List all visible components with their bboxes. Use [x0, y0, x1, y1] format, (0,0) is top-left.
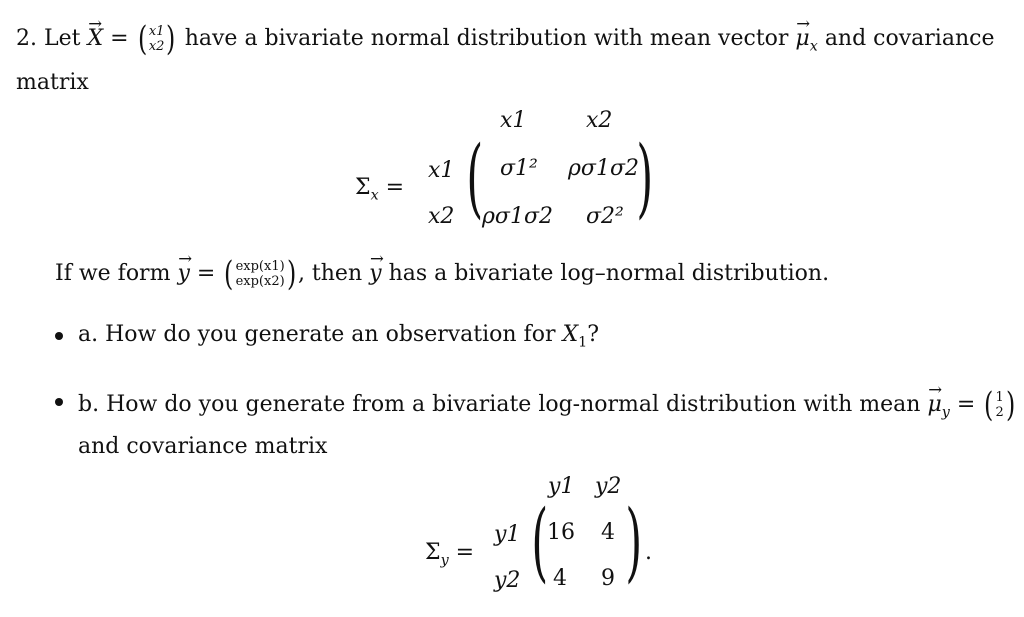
form-rest: has a bivariate log–normal distribution. — [388, 261, 830, 286]
sigma-y-right-paren: ) — [625, 492, 643, 592]
bullet-b-line2: and covariance matrix — [78, 434, 328, 459]
sigma-x-row-header: x1 — [428, 158, 455, 183]
intro-let: Let — [44, 26, 81, 51]
sigma-y-cell: 4 — [601, 520, 615, 545]
sigma-y-label: $\Sigma_y$ = — [425, 540, 475, 569]
sigma-y-period: . — [645, 540, 652, 565]
bullet-b — [78, 385, 1017, 425]
sigma-x-row-header: x2 — [428, 204, 455, 229]
mean-vector-y-definition: ( 1 2 ) — [984, 385, 1016, 425]
intro-and-text: and covariance — [824, 26, 995, 51]
sigma-x-left-paren: ( — [466, 128, 484, 228]
sigma-y-col-header: y1 — [548, 474, 575, 499]
intro-have-text: have a bivariate normal distribution with mean vector — [184, 26, 789, 51]
sigma-y-row-header: y2 — [494, 568, 521, 593]
sigma-y-cell: 4 — [553, 566, 567, 591]
sigma-y-left-paren: ( — [531, 492, 549, 592]
sigma-x-right-paren: ) — [636, 128, 654, 228]
sigma-y-row-header: y1 — [494, 522, 521, 547]
vector-x-definition: ( x1 x2 ) — [137, 19, 176, 59]
vector-y-symbol: → y — [369, 261, 381, 287]
form-line — [55, 254, 830, 294]
sigma-x-cell: σ1² — [500, 156, 538, 181]
sigma-x-cell: ρσ1σ2 — [568, 156, 639, 181]
bullet-b-text: b. How do you generate from a bivariate log-normal distribution with mean — [78, 392, 921, 417]
problem-intro-line: 2. Let → X = ( x1 x2 ) have a bivariate normal distribution with mean vector → $\mu_x$ and covariance — [16, 22, 994, 56]
sigma-x-col-header: x1 — [500, 108, 527, 133]
sigma-x-cell: ρσ1σ2 — [482, 204, 553, 229]
vector-x-symbol: → X — [87, 26, 103, 52]
form-if-text: If we form — [55, 261, 171, 286]
form-equals: = — [196, 261, 216, 286]
mean-vector-mu-x: → $\mu_x$ — [795, 26, 817, 56]
bullet-b-equals: = — [956, 392, 976, 417]
problem-number: 2. — [16, 26, 37, 51]
bullet-a-question-mark: ? — [587, 322, 600, 347]
sigma-x-col-header: x2 — [586, 108, 613, 133]
bullet-a-variable: $X_1$ — [562, 322, 588, 351]
bullet-a — [78, 322, 599, 352]
bullet-b-marker — [55, 398, 63, 406]
vector-y-definition: ( exp(x1) exp(x2) ) — [224, 254, 296, 294]
vector-y-symbol: → y — [177, 261, 189, 287]
sigma-y-cell: 9 — [601, 566, 615, 591]
sigma-x-cell: σ2² — [586, 204, 624, 229]
mean-vector-mu-y: → $\mu_y$ — [927, 392, 949, 422]
bullet-a-marker — [55, 332, 63, 340]
form-then: , then — [297, 261, 363, 286]
bullet-a-text: a. How do you generate an observation for — [78, 322, 556, 347]
sigma-y-cell: 16 — [547, 520, 575, 545]
intro-matrix-word: matrix — [16, 70, 89, 95]
sigma-x-label: $\Sigma_x$ = — [355, 175, 405, 204]
sigma-y-col-header: y2 — [595, 474, 622, 499]
